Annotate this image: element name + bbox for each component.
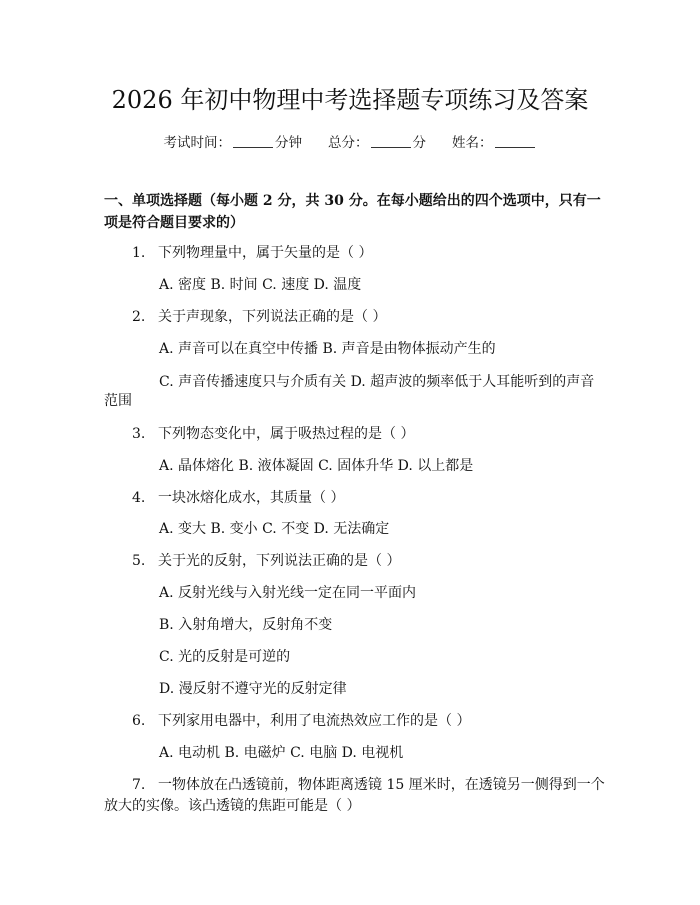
question-5-option-c: C. 光的反射是可逆的 — [159, 649, 291, 665]
question-text: 下列物态变化中，属于吸热过程的是（ ） — [158, 426, 415, 442]
question-1 — [132, 244, 372, 262]
question-number: 2. — [132, 309, 146, 325]
question-number: 7. — [132, 777, 146, 793]
exam-meta — [0, 131, 700, 151]
question-text: 一块冰熔化成水，其质量（ ） — [158, 490, 345, 506]
question-6-options: A. 电动机 B. 电磁炉 C. 电脑 D. 电视机 — [159, 745, 404, 761]
question-5-option-a: A. 反射光线与入射光线一定在同一平面内 — [159, 585, 417, 601]
score-label: 总分： — [328, 135, 369, 151]
question-3-options: A. 晶体熔化 B. 液体凝固 C. 固体升华 D. 以上都是 — [159, 458, 474, 474]
score-unit: 分 — [412, 135, 426, 151]
question-5 — [132, 552, 400, 570]
time-blank — [233, 135, 273, 148]
question-3 — [132, 425, 414, 443]
name-label: 姓名： — [452, 135, 493, 151]
question-text: 一物体放在凸透镜前，物体距离透镜 15 厘米时，在透镜另一侧得到一个 — [158, 777, 605, 793]
question-2-options-ab: A. 声音可以在真空中传播 B. 声音是由物体振动产生的 — [159, 341, 496, 357]
question-text: 下列家用电器中，利用了电流热效应工作的是（ ） — [158, 713, 471, 729]
question-2-options-wrap: 范围 — [104, 393, 132, 409]
question-number: 5. — [132, 553, 146, 569]
question-text: 关于光的反射，下列说法正确的是（ ） — [158, 553, 401, 569]
question-6 — [132, 712, 470, 730]
question-5-option-d: D. 漫反射不遵守光的反射定律 — [159, 681, 347, 697]
question-4 — [132, 489, 344, 507]
question-7 — [132, 776, 605, 794]
section-heading: 一、单项选择题（每小题 2 分，共 30 分。在每小题给出的四个选项中，只有一项是符合题目要求的） — [104, 193, 601, 231]
time-unit: 分钟 — [275, 135, 302, 151]
question-number: 6. — [132, 713, 146, 729]
question-4-options: A. 变大 B. 变小 C. 不变 D. 无法确定 — [159, 521, 390, 537]
question-1-options: A. 密度 B. 时间 C. 速度 D. 温度 — [159, 277, 362, 293]
score-blank — [371, 135, 411, 148]
question-number: 3. — [132, 426, 146, 442]
question-number: 4. — [132, 490, 146, 506]
question-text: 下列物理量中，属于矢量的是（ ） — [158, 245, 373, 261]
name-blank — [495, 135, 535, 148]
page-title: 2026 年初中物理中考选择题专项练习及答案 — [111, 86, 589, 114]
question-text: 关于声现象，下列说法正确的是（ ） — [158, 309, 387, 325]
question-5-option-b: B. 入射角增大，反射角不变 — [159, 617, 333, 633]
time-label: 考试时间： — [163, 135, 231, 151]
question-2-options-cd: C. 声音传播速度只与介质有关 D. 超声波的频率低于人耳能听到的声音 — [159, 374, 595, 390]
question-number: 1. — [132, 245, 146, 261]
question-7-continuation: 放大的实像。该凸透镜的焦距可能是（ ） — [104, 798, 361, 814]
question-2 — [132, 308, 386, 326]
